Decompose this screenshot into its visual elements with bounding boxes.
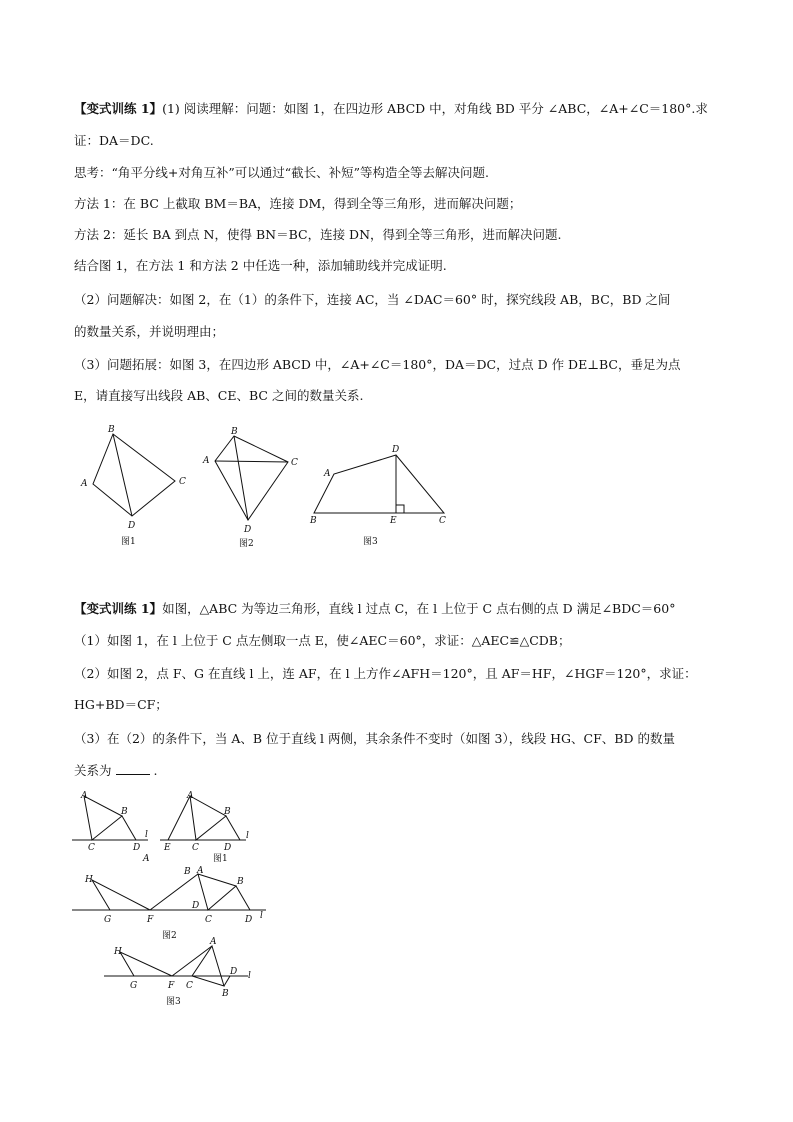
label-b: B [224, 807, 231, 817]
ex1-line-5: 方法 2：延长 BA 到点 N，使得 BN＝BC，连接 DN，得到全等三角形，进而解决问题. [74, 227, 562, 242]
ex2-line-2: （1）如图 1，在 l 上位于 C 点左侧取一点 E，使∠AEC＝60°，求证：△AEC≌△CDB； [74, 633, 571, 648]
answer-blank [116, 763, 150, 775]
ex2-text-1: 如图，△ABC 为等边三角形，直线 l 过点 C，在 l 上位于 C 点右侧的点 D 满足∠BDC＝60° [162, 601, 676, 616]
ex1-line-1 [74, 101, 708, 117]
label-e: E [390, 516, 397, 526]
caption-fig2: 图2 [239, 539, 254, 549]
ex2-tag: 【变式训练 1】 [74, 601, 163, 616]
label-c: C [179, 477, 186, 487]
ex2-line-3: （2）如图 2，点 F、G 在直线 l 上，连 AF，在 l 上方作∠AFH＝120°，且 AF＝HF，∠HGF＝120°，求证： [74, 666, 697, 681]
label-d: D [230, 967, 238, 977]
ex2-figure-3 [102, 938, 262, 1013]
segment-bd [122, 816, 136, 840]
ex2-text-6: 关系为 [74, 763, 112, 778]
ex2-line-1 [74, 601, 675, 617]
label-c: C [192, 843, 199, 853]
label-a: A [81, 791, 88, 801]
ex2-line-4: HG+BD＝CF； [74, 697, 168, 712]
label-d: D [245, 915, 253, 925]
label-a: A [203, 456, 210, 466]
label-a: A [210, 937, 217, 947]
triangle-abc [198, 874, 236, 910]
ex2-figure-top-left [70, 790, 160, 865]
ex1-figure-1 [75, 422, 195, 552]
segments-hgf [92, 880, 150, 910]
segment-bd [224, 976, 230, 986]
caption-fig1: 图1 [213, 854, 228, 864]
label-b: B [108, 425, 115, 435]
label-a: A [187, 791, 194, 801]
label-a: A [197, 866, 204, 876]
label-b: B [237, 877, 244, 887]
caption-fig3: 图3 [166, 997, 181, 1007]
segment-af [150, 874, 198, 910]
label-l: l [248, 971, 251, 981]
label-f: F [147, 915, 154, 925]
label-d: D [392, 445, 400, 455]
label-c: C [439, 516, 446, 526]
label-b: B [222, 989, 229, 999]
label-b: B [121, 807, 128, 817]
label-c: C [88, 843, 95, 853]
label-b: B [310, 516, 317, 526]
ex1-line-2: 证：DA＝DC. [74, 133, 154, 148]
ex1-line-7: （2）问题解决：如图 2，在（1）的条件下，连接 AC，当 ∠DAC＝60° 时，探究线段 AB，BC，BD 之间 [74, 292, 671, 307]
segment-af [172, 946, 212, 976]
label-g: G [104, 915, 112, 925]
label-h: H [85, 875, 93, 885]
label-d: D [133, 843, 141, 853]
diagonal-ac [215, 461, 288, 462]
quad-abcd [93, 434, 175, 516]
ex2-line-6 [74, 763, 158, 779]
label-c: C [205, 915, 212, 925]
label-l: l [145, 830, 148, 840]
label-b-left: B [184, 867, 191, 877]
label-b: B [231, 427, 238, 437]
triangle-acb [192, 946, 224, 986]
segments-hgf [120, 952, 172, 976]
triangle-abc [190, 796, 226, 840]
label-l: l [260, 911, 263, 921]
ex1-line-8: 的数量关系，并说明理由； [74, 324, 225, 339]
ex1-line-4: 方法 1：在 BC 上截取 BM＝BA，连接 DM，得到全等三角形，进而解决问题； [74, 196, 522, 211]
ex1-figure-3 [307, 440, 457, 550]
ex1-tag: 【变式训练 1】 [74, 101, 163, 116]
ex2-line-5: （3）在（2）的条件下，当 A、B 位于直线 l 两侧，其余条件不变时（如图 3），线段 HG、CF、BD 的数量 [74, 731, 675, 746]
quad-abcd [314, 455, 444, 513]
right-angle-mark [396, 505, 404, 513]
label-d: D [224, 843, 232, 853]
label-a: A [324, 469, 331, 479]
caption-fig2: 图2 [162, 931, 177, 941]
segment-bd [226, 816, 240, 840]
label-c: C [291, 458, 298, 468]
label-d: D [128, 521, 136, 531]
caption-fig3: 图3 [363, 537, 378, 547]
label-a: A [81, 479, 88, 489]
label-a-extra: A [143, 854, 150, 864]
label-c: C [186, 981, 193, 991]
ex2-figure-1 [158, 790, 258, 865]
ex1-figure-2 [200, 422, 310, 552]
segment-ae [168, 796, 190, 840]
ex2-text-6-end: . [153, 763, 158, 778]
ex1-line-3: 思考：“角平分线+对角互补”可以通过“截长、补短”等构造全等去解决问题. [74, 165, 490, 180]
label-d-left: D [192, 901, 200, 911]
label-d: D [244, 525, 252, 535]
label-f: F [168, 981, 175, 991]
ex2-figure-2 [70, 868, 270, 943]
segment-bd [236, 886, 250, 910]
ex1-line-10: E，请直接写出线段 AB、CE、BC 之间的数量关系. [74, 388, 364, 403]
label-l: l [246, 831, 249, 841]
caption-fig1: 图1 [121, 537, 136, 547]
quad-abcd [215, 436, 288, 520]
label-g: G [130, 981, 138, 991]
label-h: H [114, 947, 122, 957]
triangle-abc [84, 796, 122, 840]
ex1-text-1: (1) 阅读理解：问题：如图 1，在四边形 ABCD 中，对角线 BD 平分 ∠ABC，∠A+∠C＝180°.求 [162, 101, 708, 116]
ex1-line-6: 结合图 1，在方法 1 和方法 2 中任选一种，添加辅助线并完成证明. [74, 258, 447, 273]
label-e: E [164, 843, 171, 853]
ex1-line-9: （3）问题拓展：如图 3，在四边形 ABCD 中，∠A+∠C＝180°，DA＝DC，过点 D 作 DE⊥BC，垂足为点 [74, 357, 681, 372]
